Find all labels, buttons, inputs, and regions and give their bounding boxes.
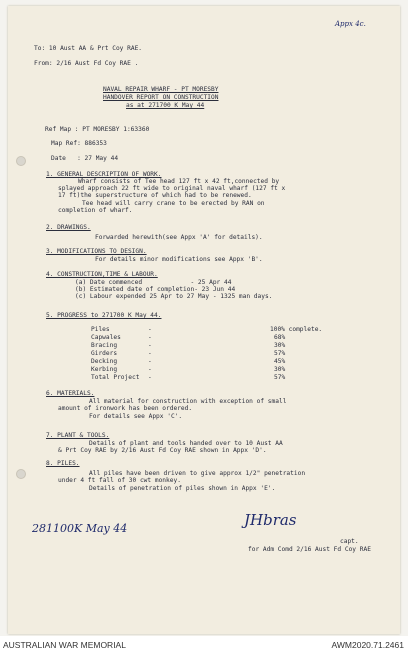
progress-dash: - (148, 358, 152, 365)
signature-rank: capt. (340, 538, 359, 545)
archive-footer (0, 636, 408, 653)
progress-value: 68% (274, 334, 286, 341)
heading-line-1: NAVAL REPAIR WHARF - PT MORESBY (103, 86, 219, 93)
progress-item: Kerbing (91, 366, 118, 373)
from-line: From: 2/16 Aust Fd Coy RAE . (34, 60, 139, 67)
punch-hole (16, 156, 26, 166)
section-6-line: For details see Appx 'C'. (89, 413, 183, 420)
progress-value: 30% (274, 366, 286, 373)
section-1-line: 17 ft)the superstructure of which had to be renewed. (58, 192, 252, 199)
progress-dash: - (148, 366, 152, 373)
heading-line-2: HANDOVER REPORT ON CONSTRUCTION (103, 94, 219, 101)
progress-item: Girders (91, 350, 118, 357)
progress-dash: - (148, 342, 152, 349)
section-6-title: 6. MATERIALS. (46, 390, 95, 397)
section-2-line: Forwarded herewith(see Appx 'A' for details). (95, 234, 263, 241)
section-3-title: 3. MODIFICATIONS TO DESIGN. (46, 248, 147, 255)
section-1-title: 1. GENERAL DESCRIPTION OF WORK. (46, 171, 162, 178)
section-8-title: 8. PILES. (46, 460, 80, 467)
section-7-title: 7. PLANT & TOOLS. (46, 432, 110, 439)
progress-item: Decking (91, 358, 118, 365)
section-3-line: For details minor modifications see Appx 'B'. (95, 256, 263, 263)
archive-name: AUSTRALIAN WAR MEMORIAL (3, 640, 126, 650)
progress-dash: - (148, 374, 152, 381)
section-7-line: Details of plant and tools handed over to 10 Aust AA (89, 440, 283, 447)
section-4-line: (c) Labour expended 25 Apr to 27 May - 1325 man days. (75, 293, 273, 300)
section-4-title: 4. CONSTRUCTION,TIME & LABOUR. (46, 271, 158, 278)
progress-value: 30% (274, 342, 286, 349)
progress-dash: - (148, 326, 152, 333)
progress-value: 57% (274, 374, 286, 381)
progress-dash: - (148, 334, 152, 341)
handwritten-dtg: 281100K May 44 (32, 522, 128, 535)
progress-value: 57% (274, 350, 286, 357)
section-6-line: amount of ironwork has been ordered. (58, 405, 193, 412)
to-line: To: 10 Aust AA & Prt Coy RAE. (34, 45, 143, 52)
map-ref: Map Ref: 886353 (51, 140, 107, 147)
heading-line-3: as at 271700 K May 44 (126, 102, 205, 109)
section-1-line: splayed approach 22 ft wide to original naval wharf (127 ft x (58, 185, 286, 192)
section-6-line: All material for construction with exception of small (89, 398, 287, 405)
punch-hole (16, 469, 26, 479)
progress-item: Bracing (91, 342, 118, 349)
section-8-line: under 4 ft fall of 30 cwt monkey. (58, 477, 181, 484)
section-1-line: completion of wharf. (58, 207, 133, 214)
section-5-title: 5. PROGRESS to 271700 K May 44. (46, 312, 162, 319)
progress-value: 45% (274, 358, 286, 365)
date-line: Date : 27 May 44 (51, 155, 119, 162)
section-2-title: 2. DRAWINGS. (46, 224, 91, 231)
signature: JHbras (244, 511, 297, 529)
ref-map: Ref Map : PT MORESBY 1:63360 (45, 126, 150, 133)
appendix-annotation: Appx 4c. (335, 20, 366, 28)
section-8-line: All piles have been driven to give approx 1/2" penetration (89, 470, 306, 477)
progress-value: 100% complete. (270, 326, 323, 333)
section-4-line: (b) Estimated date of completion- 23 Jun 44 (75, 286, 236, 293)
section-8-line: Details of penetration of piles shown in Appx 'E'. (89, 485, 276, 492)
signature-line: for Adm Comd 2/16 Aust Fd Coy RAE (248, 546, 371, 553)
progress-item: Capwales (91, 334, 121, 341)
progress-dash: - (148, 350, 152, 357)
progress-item: Total Project (91, 374, 140, 381)
section-7-line: & Prt Coy RAE by 2/16 Aust Fd Coy RAE shown in Appx 'D'. (58, 447, 267, 454)
section-1-line: Tee head will carry crane to be erected by RAN on (82, 200, 265, 207)
section-1-line: Wharf consists of Tee head 127 ft x 42 ft,connected by (78, 178, 280, 185)
section-4-line: (a) Date commenced - 25 Apr 44 (75, 279, 232, 286)
progress-item: Piles (91, 326, 110, 333)
archive-reference: AWM2020.71.2461 (331, 640, 404, 650)
